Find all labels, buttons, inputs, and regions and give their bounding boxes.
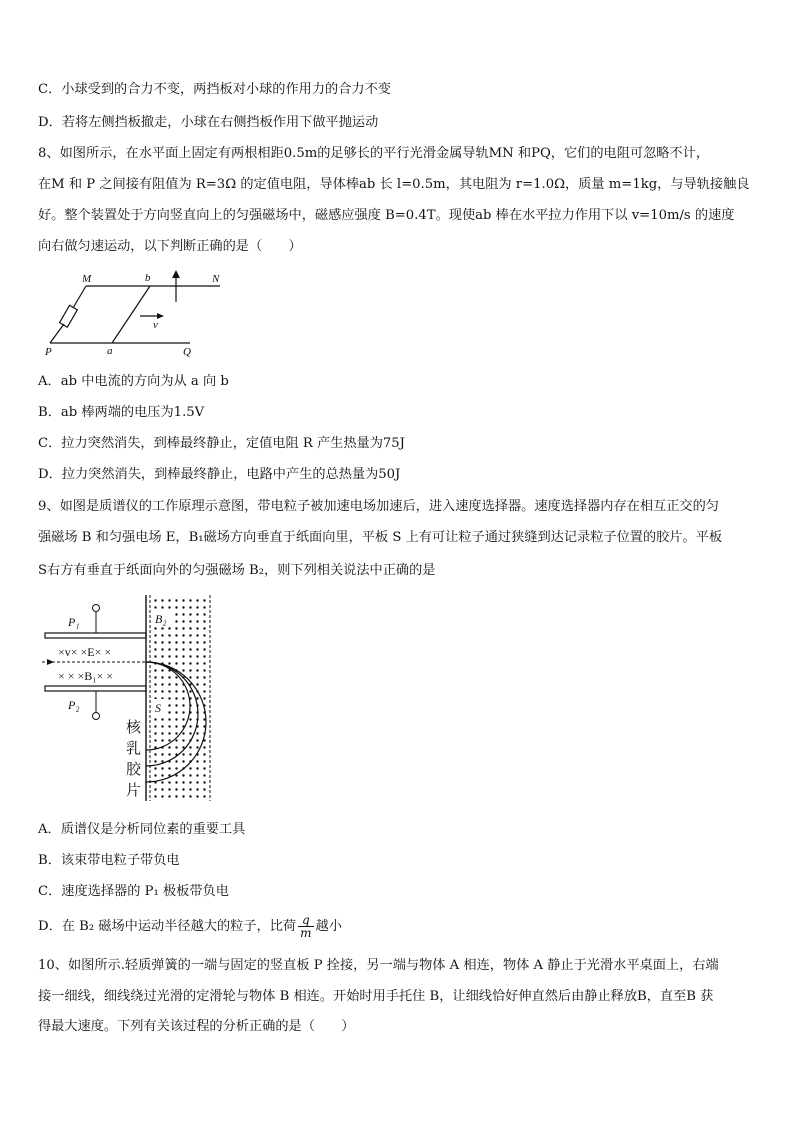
q10-stem-line-1: 10、如图所示.轻质弹簧的一端与固定的竖直板 P 拴接，另一端与物体 A 相连，物体 A 静止于光滑水平桌面上，右端 [38,958,719,973]
q9-option-d [38,914,342,939]
label-q: Q [183,346,191,358]
q9-option-c: C．速度选择器的 P₁ 极板带负电 [38,884,229,899]
q9-stem-line-1: 9、如图是质谱仪的工作原理示意图，带电粒子被加速电场加速后，进入速度选择器。速度选择器内存在相互正交的匀 [38,499,719,514]
film-char-1: 核 [126,718,142,736]
film-char-2: 乳 [126,739,142,757]
q9-option-b: B．该束带电粒子带负电 [38,853,180,868]
q8-stem-line-1: 8、如图所示，在水平面上固定有两根相距0.5m的足够长的平行光滑金属导轨MN 和PQ，它们的电阻可忽略不计， [38,146,710,161]
q8-stem-line-3: 好。整个装置处于方向竖直向上的匀强磁场中，磁感应强度 B=0.4T。现使ab 棒在水平拉力作用下以 v=10m/s 的速度 [38,208,735,223]
label-m: M [82,273,92,285]
label-p1: P₁ [68,615,80,629]
charge-mass-ratio-fraction [298,914,313,939]
figure-9-mass-spectrometer [40,590,220,806]
label-v: v [153,319,158,331]
q10-stem-line-2: 接一细线，细线绕过光滑的定滑轮与物体 B 相连。开始时用手托住 B，让细线恰好伸直然后由静止释放B，直至B 获 [38,989,714,1004]
q8-option-a: A．ab 中电流的方向为从 a 向 b [38,374,229,389]
film-char-3: 胶 [126,760,142,778]
fraction-denominator: m [300,926,312,940]
q8-stem-line-4: 向右做匀速运动，以下判断正确的是（ ） [38,239,302,254]
q8-option-c: C．拉力突然消失，到棒最终静止，定值电阻 R 产生热量为75J [38,436,405,451]
label-s: S [155,701,161,715]
label-p2: P₂ [68,698,80,712]
fraction-numerator: q [298,914,313,927]
q9-stem-line-3: S右方有垂直于纸面向外的匀强磁场 B₂，则下列相关说法中正确的是 [38,563,436,578]
q9-option-d-suffix: 越小 [315,919,342,934]
label-a: a [107,345,113,357]
label-p: P [45,346,52,358]
q8-option-b: B．ab 棒两端的电压为1.5V [38,405,205,420]
label-n: N [212,273,220,285]
film-char-4: 片 [126,781,142,799]
q9-stem-line-2: 强磁场 B 和匀强电场 E，B₁磁场方向垂直于纸面向里，平板 S 上有可让粒子通过狭缝到达记录粒子位置的胶片。平板 [38,530,723,545]
label-row-1: ×v× ×E× × [58,645,112,659]
q8-option-d: D．拉力突然消失，到棒最终静止，电路中产生的总热量为50J [38,467,401,482]
label-b2: B₂ [155,612,167,626]
label-row-2: × × ×B₁× × [58,669,114,683]
q9-option-d-prefix: D．在 B₂ 磁场中运动半径越大的粒子，比荷 [38,919,297,934]
q8-stem-line-2: 在M 和 P 之间接有阻值为 R=3Ω 的定值电阻，导体棒ab 长 l=0.5m，其电阻为 r=1.0Ω，质量 m=1kg，与导轨接触良 [38,177,750,192]
q10-stem-line-3: 得最大速度。下列有关该过程的分析正确的是（ ） [38,1019,355,1034]
q7-option-d: D．若将左侧挡板撤走，小球在右侧挡板作用下做平抛运动 [38,115,379,130]
label-b: b [145,272,151,284]
q9-option-a: A．质谱仪是分析同位素的重要工具 [38,822,246,837]
figure-8-rail-circuit [40,268,240,360]
q7-option-c: C．小球受到的合力不变，两挡板对小球的作用力的合力不变 [38,82,391,97]
